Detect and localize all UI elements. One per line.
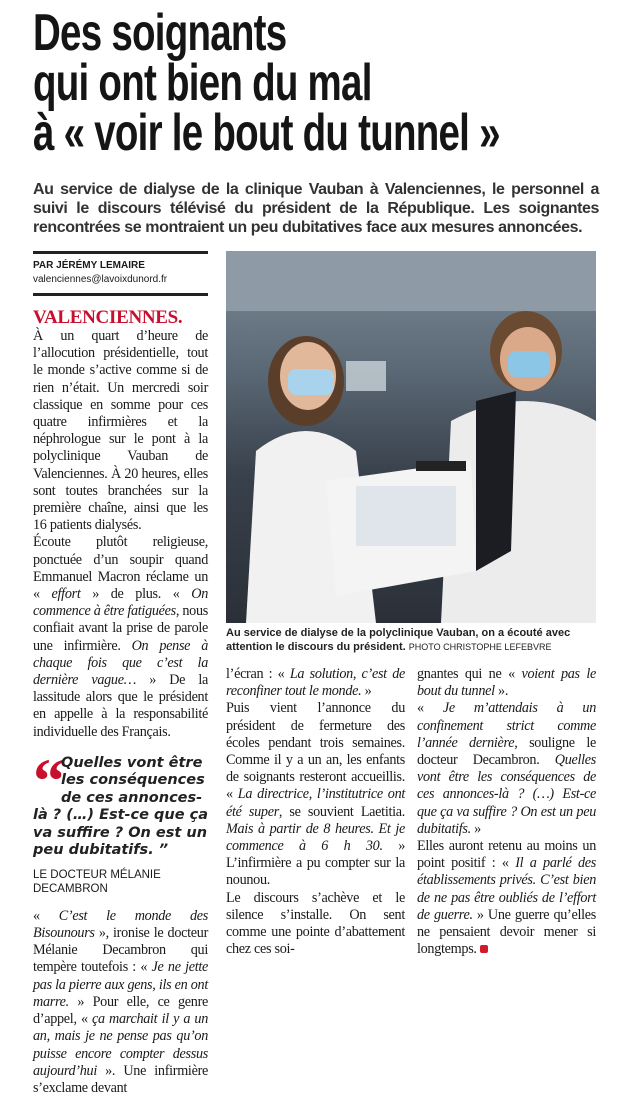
quoted-text: Je m’attendais à un confinement strict comme l’année dernière: [417, 700, 596, 751]
photo-credit: PHOTO CHRISTOPHE LEFEBVRE: [408, 642, 552, 652]
body-text: l’écran : «: [226, 666, 290, 682]
body-text: ». Une infirmière s’exclame devant: [33, 1062, 208, 1096]
body-text: , souligne le docteur Decambron.: [417, 734, 596, 769]
body-text: Écoute plutôt religieuse, ponctuée d’un soupir quand Emmanuel Macron réclame un «: [33, 534, 208, 603]
pull-quote: [33, 744, 208, 860]
body-text: »: [470, 820, 481, 837]
quoted-text: Quelles vont être les conséquences de ces annonces-là ? (…) Est-ce que ça va suffire ? On est un peu dubitatifs.: [417, 752, 596, 837]
article-paragraph: [33, 534, 208, 740]
article-paragraph: [226, 700, 405, 889]
quoted-text: voient pas le bout du tunnel: [417, 666, 596, 700]
quoted-text: Je ne jette pas la pierre aux gens, ils en ont marre.: [33, 959, 208, 1010]
article-paragraph: [33, 328, 208, 534]
quoted-text: effort: [51, 586, 81, 603]
article-paragraph: [417, 838, 596, 958]
byline-email[interactable]: valenciennes@lavoixdunord.fr: [33, 274, 168, 285]
open-quote-icon: “: [33, 744, 59, 816]
quoted-text: Mais à partir de 8 heures. Et je commence à 6 h 30.: [226, 820, 405, 855]
quoted-text: ça marchait il y a un an, mais je ne pense pas qu’on puisse encore compter dessus aujourd’hui: [33, 1011, 208, 1079]
quoted-text: On pense à chaque fois que c’est la dernière vague…: [33, 637, 208, 689]
body-text: , nous confiait avant la prise de parole une infirmière.: [33, 603, 208, 654]
body-text: Elles auront retenu au moins un point positif : «: [417, 838, 596, 872]
byline-author: PAR JÉRÉMY LEMAIRE: [33, 260, 145, 271]
quoted-text: C’est le monde des Bisounours: [33, 907, 208, 942]
article-photo: [226, 251, 596, 623]
article-paragraph: [417, 666, 596, 700]
pull-quote-text: Quelles vont être les conséquences de ces annonces-là ? (…) Est-ce que ça va suffire ? On est un peu dubitatifs.: [33, 754, 208, 859]
article-paragraph: [226, 890, 405, 959]
caption-text: Au service de dialyse de la polyclinique Vauban, on a écouté avec attention le discours du président.: [226, 627, 571, 653]
body-text: ».: [494, 683, 509, 700]
article-column-1: [33, 308, 208, 741]
body-text: » de plus. «: [80, 586, 192, 603]
dateline: VALENCIENNES.: [33, 307, 183, 328]
body-text: », ironise le docteur Mélanie Decambron qui tempère toutefois : «: [33, 925, 208, 976]
article-column-2: [226, 666, 405, 958]
quoted-text: La directrice, l’institutrice ont été super: [226, 786, 406, 820]
close-quote-mark: ”: [158, 842, 169, 859]
headline-line: qui ont bien du mal: [33, 54, 372, 112]
body-text: » Une guerre qu’elles ne pensaient devoir mener si longtemps.: [417, 906, 596, 958]
body-text: Puis vient l’annonce du président de fermeture des écoles pendant trois semaines. Comme il y a un an, les enfants de soignants resteront accueillis. «: [226, 700, 405, 803]
body-text: À un quart d’heure de l’allocution présidentielle, tout le monde s’active comme si de rien n’était. Un mercredi soir classique en somme pour ces quatre infirmières et la néphrologue sur le pont à la polyclinique Vauban de Valenciennes. À 20 heures, elles sont toutes branchées sur la première chaîne, ainsi que les 16 patients dialysés.: [33, 328, 208, 534]
pull-quote-author: LE DOCTEUR MÉLANIE DECAMBRON: [33, 868, 161, 895]
quoted-text: Il a parlé des établissements privés. C’est bien de ne pas être oubliés de l’effort de guerre.: [417, 855, 597, 923]
photo-nurses-watching-tv: [226, 251, 596, 623]
article-column-1b: [33, 908, 208, 1097]
body-text: » L’infirmière a pu compter sur la nounou.: [226, 838, 406, 889]
left-column: [33, 251, 208, 1097]
lede: Au service de dialyse de la clinique Vauban à Valenciennes, le personnel a suivi le discours télévisé du président de la République. Les soignantes rencontrées se montraient un peu dubitatives face aux mesures annoncées.: [33, 181, 599, 236]
headline: [33, 4, 595, 162]
right-area: [226, 251, 596, 958]
end-of-article-mark: [480, 945, 488, 953]
article-column-3: [417, 666, 596, 958]
body-text: «: [33, 907, 59, 924]
byline: [33, 251, 208, 296]
body-text: » Pour elle, ce genre d’appel, «: [33, 993, 208, 1028]
body-text: » De la lassitude alors que le président en appelle à la responsabilité individuelle des Français.: [33, 672, 208, 740]
body-text: gnantes qui ne «: [417, 666, 522, 682]
article-paragraph: [226, 666, 405, 700]
headline-line: Des soignants: [33, 4, 287, 62]
body-text: Le discours s’achève et le silence s’installe. On sent comme une pointe d’abattement chez ces soi-: [226, 889, 405, 958]
article-paragraph: [33, 908, 208, 1097]
photo-caption: [226, 626, 596, 654]
headline-line: à « voir le bout du tunnel »: [33, 104, 500, 162]
quoted-text: On commence à être fatiguées: [33, 586, 209, 620]
body-text: »: [361, 683, 372, 700]
body-text: «: [417, 700, 443, 717]
body-text: , se souvient Laetitia.: [278, 803, 405, 820]
article-paragraph: [417, 700, 596, 838]
quoted-text: La solution, c’est de reconfiner tout le monde.: [226, 666, 405, 700]
